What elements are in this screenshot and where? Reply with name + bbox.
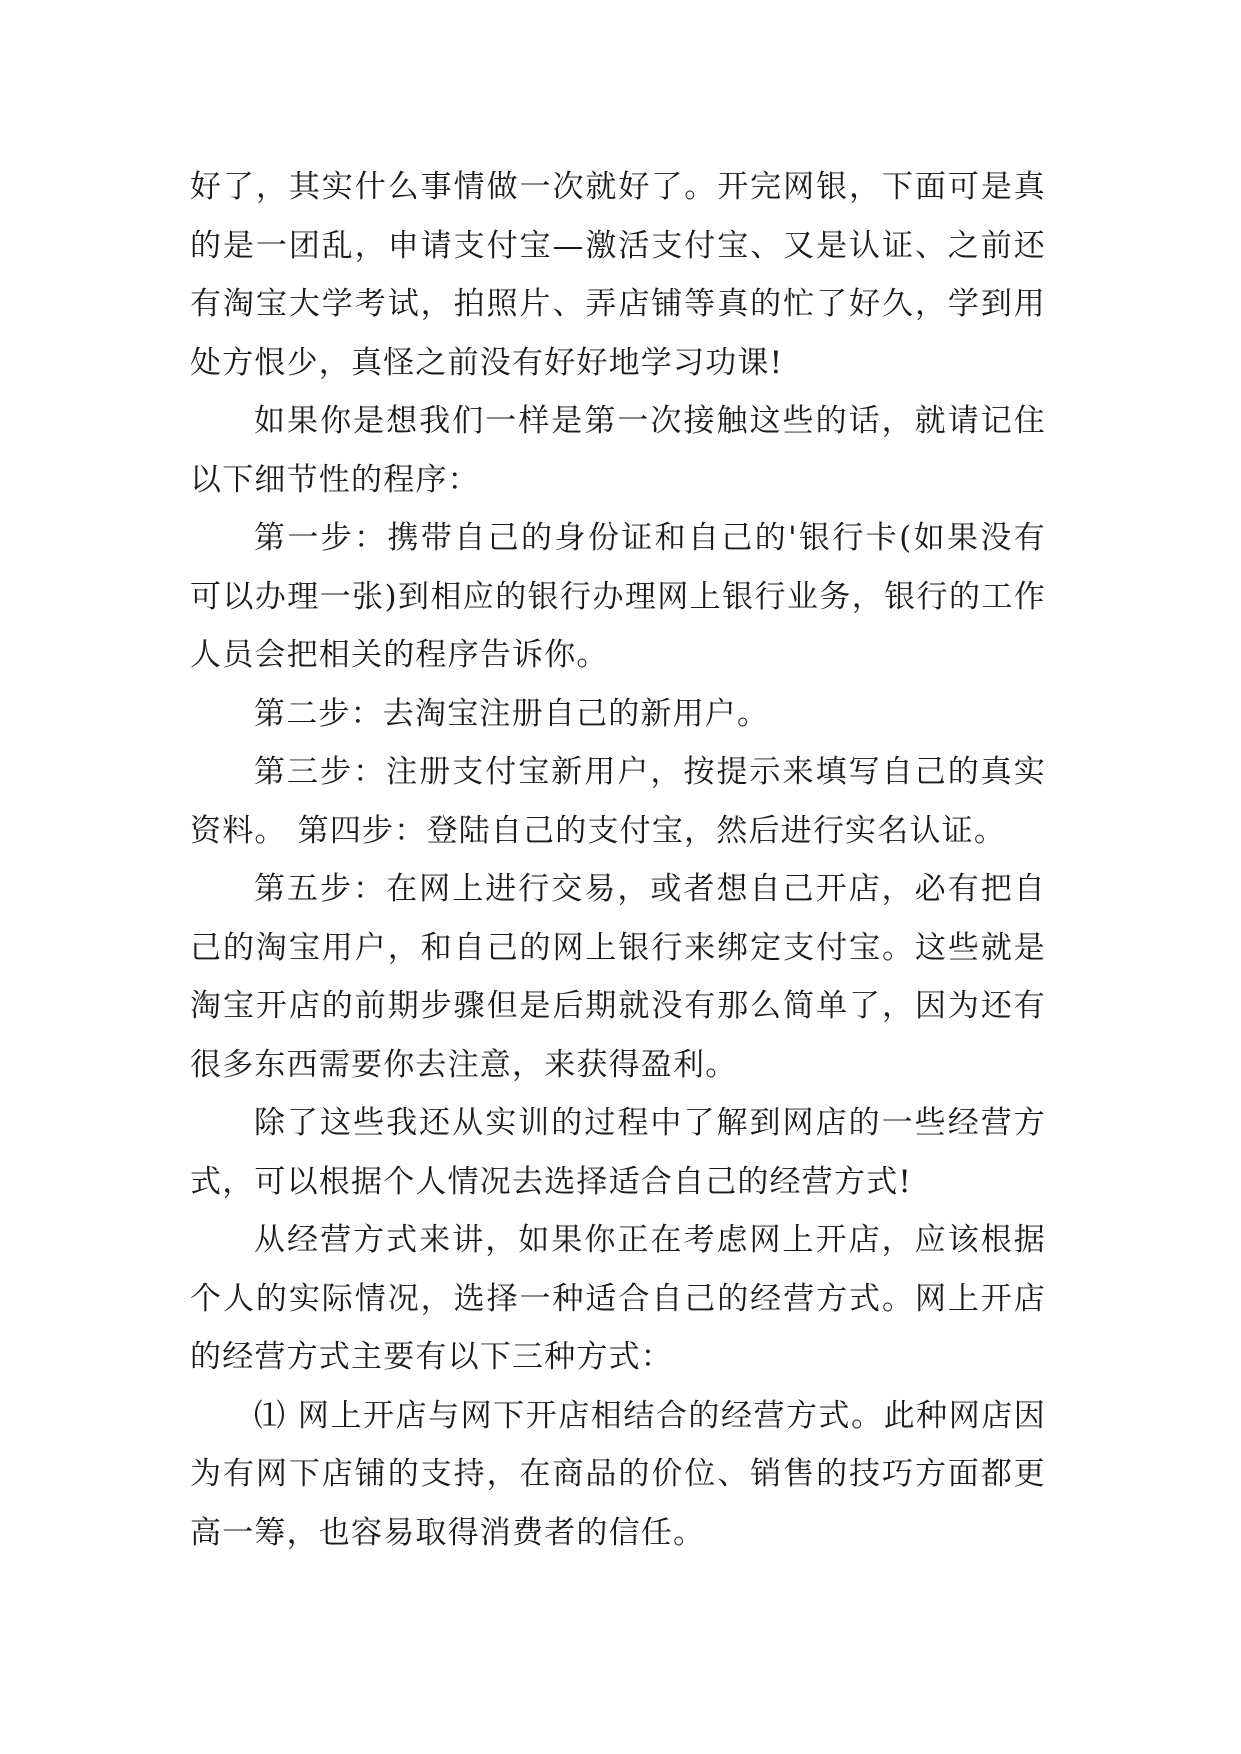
paragraph-step-two: 第二步：去淘宝注册自己的新用户。 [254, 695, 770, 732]
document-body [190, 158, 1046, 1562]
paragraph-business-methods: 除了这些我还从实训的过程中了解到网店的一些经营方式，可以根据个人情况去选择适合自己的经营方式! [190, 1105, 1046, 1200]
paragraph-step-one: 第一步：携带自己的身份证和自己的'银行卡(如果没有可以办理一张)到相应的银行办理网上银行业务，银行的工作人员会把相关的程序告诉你。 [190, 520, 1046, 673]
paragraph-continuation: 好了，其实什么事情做一次就好了。开完网银，下面可是真的是一团乱，申请支付宝—激活支付宝、又是认证、之前还有淘宝大学考试，拍照片、弄店铺等真的忙了好久，学到用处方恨少，真怪之前没有好好地学习功课! [190, 169, 1046, 381]
paragraph-step-five: 第五步：在网上进行交易，或者想自己开店，必有把自己的淘宝用户，和自己的网上银行来绑定支付宝。这些就是淘宝开店的前期步骤但是后期就没有那么简单了，因为还有很多东西需要你去注意，来获得盈利。 [190, 871, 1046, 1083]
paragraph-intro-steps: 如果你是想我们一样是第一次接触这些的话，就请记住以下细节性的程序： [190, 403, 1046, 498]
paragraph-step-three-four: 第三步：注册支付宝新用户，按提示来填写自己的真实资料。 第四步：登陆自己的支付宝，然后进行实名认证。 [190, 754, 1046, 849]
paragraph-business-overview: 从经营方式来讲，如果你正在考虑网上开店，应该根据个人的实际情况，选择一种适合自己的经营方式。网上开店的经营方式主要有以下三种方式： [190, 1222, 1046, 1375]
paragraph-method-one: ⑴ 网上开店与网下开店相结合的经营方式。此种网店因为有网下店铺的支持，在商品的价位、销售的技巧方面都更高一筹，也容易取得消费者的信任。 [190, 1397, 1046, 1551]
